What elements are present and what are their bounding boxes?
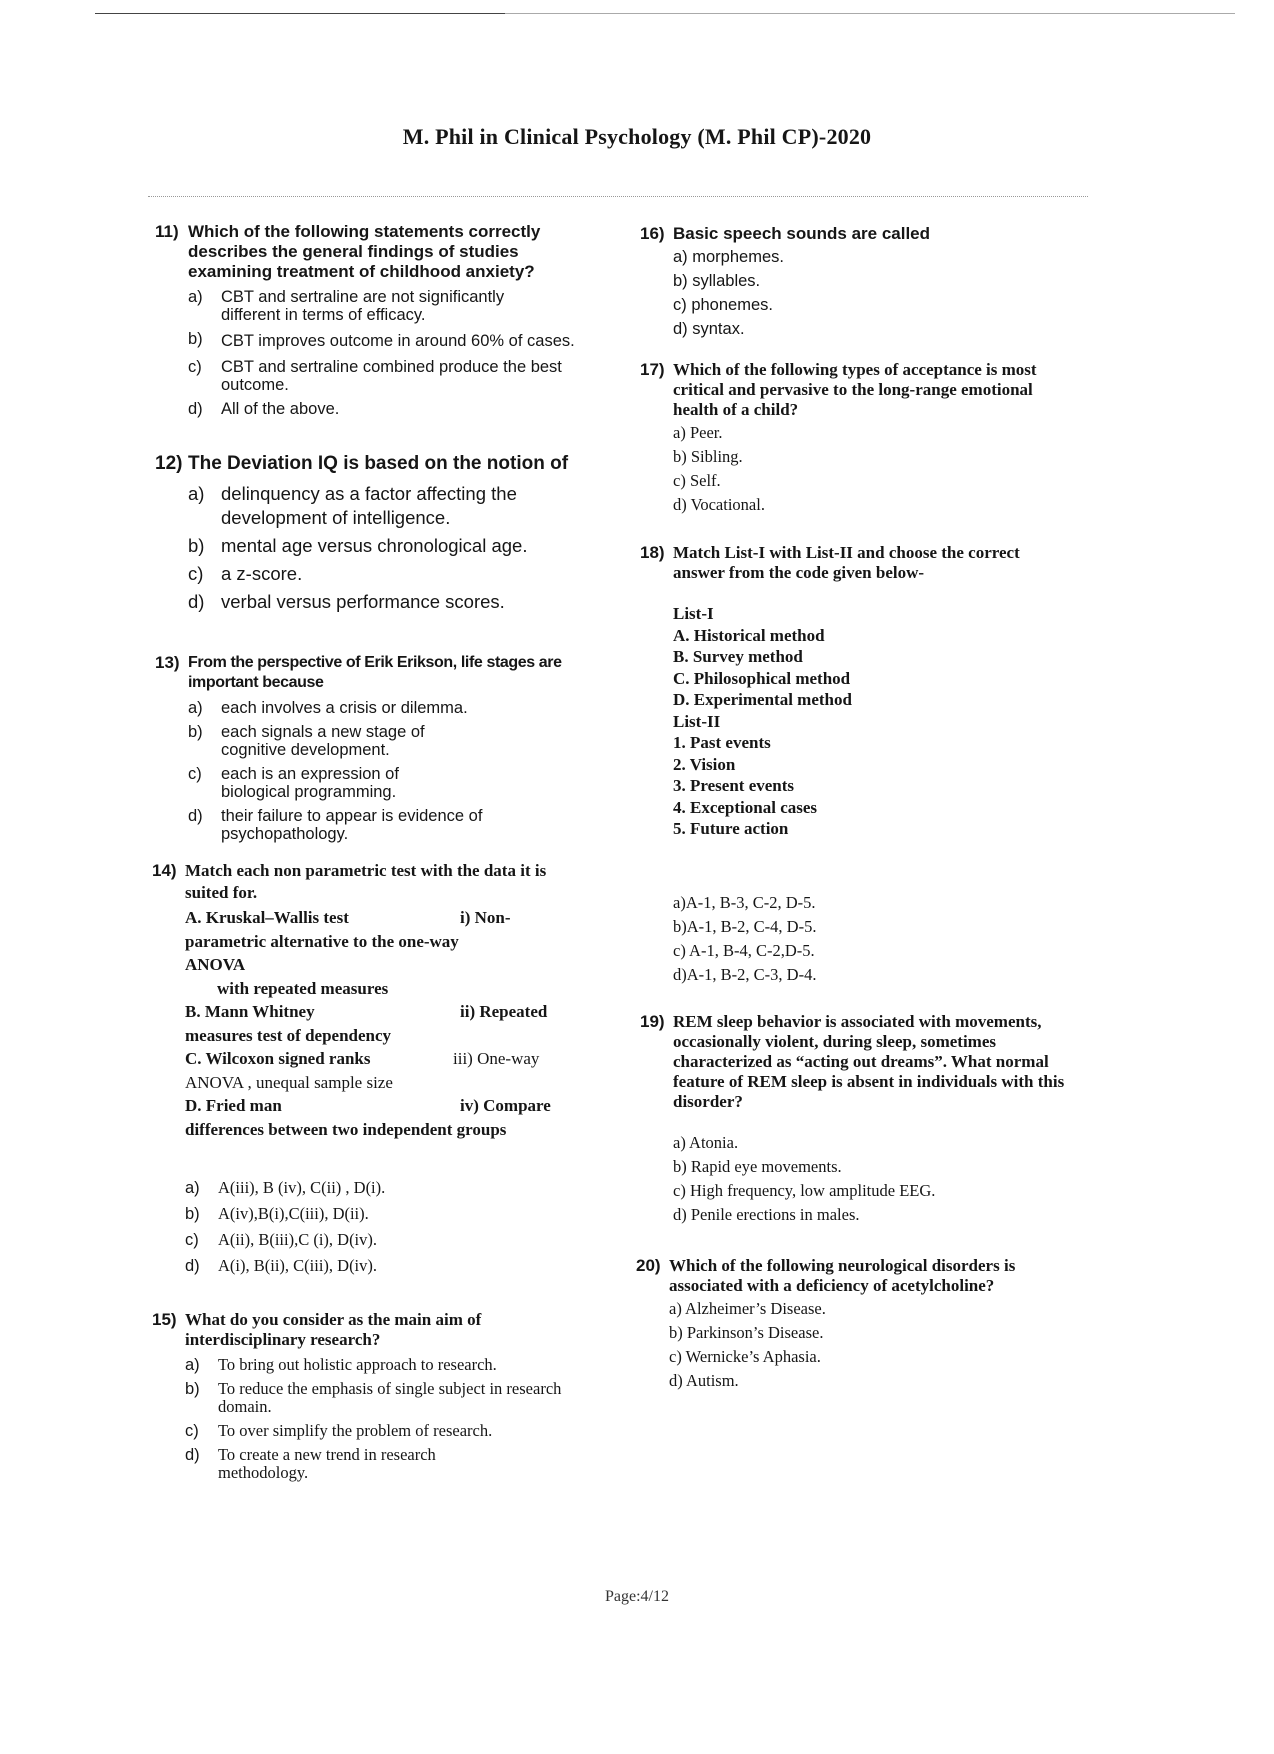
match-right: i) Non- (460, 908, 511, 927)
option-text: c) High frequency, low amplitude EEG. (673, 1181, 936, 1200)
header-divider (148, 196, 1088, 197)
list-1-item: D. Experimental method (673, 690, 852, 709)
option-text: To create a new trend in research methodology. (218, 1445, 436, 1482)
match-right: iii) One-way (453, 1049, 540, 1068)
match-row-a-cont: with repeated measures (217, 978, 389, 998)
option-text: To reduce the emphasis of single subject in research domain. (218, 1379, 562, 1416)
question-number: 15) (152, 1310, 177, 1329)
option-text: b) Parkinson’s Disease. (669, 1323, 824, 1342)
option-c (640, 472, 1100, 490)
option-label: b) (188, 723, 203, 741)
option-text: d) syntax. (673, 320, 745, 338)
option-c (640, 296, 1100, 314)
option-text: a) morphemes. (673, 248, 784, 266)
option-label: a) (185, 1356, 200, 1374)
option-text: CBT and sertraline are not significantly different in terms of efficacy. (221, 288, 505, 324)
question-number: 20) (636, 1256, 661, 1275)
question-number: 14) (152, 861, 177, 880)
option-text: d)A-1, B-2, C-3, D-4. (673, 964, 817, 984)
option-text: a) Peer. (673, 423, 723, 442)
question-number: 18) (640, 543, 665, 562)
option-text: c) Wernicke’s Aphasia. (669, 1347, 821, 1366)
option-list (155, 699, 595, 843)
question-18-stem (640, 543, 1100, 583)
list-1-item: C. Philosophical method (673, 668, 851, 688)
option-list (636, 1300, 1096, 1390)
option-a (636, 1300, 1096, 1318)
match-row-c (185, 1047, 585, 1071)
list-2-item: 5. Future action (673, 819, 789, 838)
option-label: c) (188, 358, 202, 376)
top-rule-left (95, 13, 505, 14)
option-c (155, 358, 595, 394)
option-list (640, 894, 1100, 984)
question-number: 12) (155, 453, 183, 474)
question-16-stem (640, 224, 1100, 244)
option-c (152, 1422, 592, 1440)
question-12-stem (155, 452, 595, 476)
question-13-stem (155, 653, 595, 693)
question-text: The Deviation IQ is based on the notion of (188, 453, 569, 474)
match-table (185, 906, 585, 1141)
list-2-title: List-II (673, 711, 721, 731)
match-lists (673, 603, 1100, 840)
question-text: Which of the following types of acceptance is most critical and pervasive to the long-range emotional health of a child? (673, 360, 1037, 419)
match-row-b (185, 1000, 585, 1024)
option-list (152, 1179, 592, 1275)
question-15-stem (152, 1310, 592, 1350)
option-text: a) Alzheimer’s Disease. (669, 1299, 826, 1318)
option-c (636, 1348, 1096, 1366)
question-12 (155, 452, 595, 618)
option-list (155, 482, 595, 614)
option-c (155, 765, 595, 801)
question-17-stem (640, 360, 1100, 420)
option-text: b) syllables. (673, 272, 761, 290)
match-row-a-cont: ANOVA (185, 955, 246, 974)
option-text: d) Autism. (669, 1371, 739, 1390)
option-a (640, 424, 1100, 442)
match-right: ii) Repeated (460, 1002, 548, 1021)
option-b (152, 1380, 592, 1416)
question-16 (640, 224, 1100, 344)
question-15 (152, 1310, 592, 1488)
list-2-item: 1. Past events (673, 733, 771, 752)
question-text: Match each non parametric test with the data it is suited for. (185, 861, 547, 902)
option-text: b)A-1, B-2, C-4, D-5. (673, 916, 817, 936)
question-14 (152, 860, 592, 1281)
option-text: c) A-1, B-4, C-2,D-5. (673, 940, 815, 960)
question-text: From the perspective of Erik Erikson, life stages are important because (188, 654, 562, 691)
option-b (640, 1158, 1100, 1176)
question-number: 13) (155, 653, 180, 672)
list-1-item: A. Historical method (673, 625, 825, 645)
option-text: To bring out holistic approach to research. (218, 1355, 497, 1374)
option-a (640, 1134, 1100, 1152)
question-13 (155, 653, 595, 849)
question-text: REM sleep behavior is associated with movements, occasionally violent, during sleep, sometimes characterized as “acting out dreams”. What normal feature of REM sleep is absent in individuals with this disorder? (673, 1012, 1065, 1111)
option-label: c) (188, 765, 202, 783)
option-list (640, 424, 1100, 514)
match-left: D. Fried man (185, 1096, 282, 1115)
option-label: c) (185, 1231, 199, 1249)
match-left: B. Mann Whitney (185, 1002, 315, 1021)
question-text: What do you consider as the main aim of interdisciplinary research? (185, 1310, 482, 1349)
match-row-a-cont: parametric alternative to the one-way (185, 931, 459, 951)
option-text: CBT and sertraline combined produce the best outcome. (221, 358, 562, 394)
question-18 (640, 543, 1100, 990)
option-d (155, 590, 595, 614)
option-text: each involves a crisis or dilemma. (221, 699, 468, 717)
option-text: delinquency as a factor affecting the development of intelligence. (221, 483, 517, 528)
option-text: a)A-1, B-3, C-2, D-5. (673, 892, 816, 912)
option-b (155, 330, 595, 352)
option-text: each signals a new stage of cognitive development. (221, 723, 425, 759)
option-c (640, 1182, 1100, 1200)
option-list (152, 1356, 592, 1482)
list-2-item: 2. Vision (673, 754, 736, 774)
option-d (640, 966, 1100, 984)
option-text: b) Sibling. (673, 447, 743, 466)
question-text: Which of the following statements correctly describes the general findings of studies examining treatment of childhood anxiety? (188, 222, 541, 281)
option-label: d) (188, 591, 205, 612)
option-text: verbal versus performance scores. (221, 591, 505, 612)
option-label: b) (188, 535, 205, 556)
option-d (155, 807, 595, 843)
option-c (640, 942, 1100, 960)
option-b (636, 1324, 1096, 1342)
option-a (155, 288, 595, 324)
option-label: a) (188, 288, 203, 306)
option-label: c) (188, 563, 204, 584)
option-d (640, 320, 1100, 338)
match-row-b-cont: measures test of dependency (185, 1025, 392, 1045)
option-label: a) (188, 483, 205, 504)
option-text: A(iii), B (iv), C(ii) , D(i). (218, 1178, 386, 1197)
option-a (640, 248, 1100, 266)
top-rule-right (505, 13, 1235, 14)
list-2-item: 4. Exceptional cases (673, 797, 818, 817)
option-b (155, 723, 595, 759)
option-a (155, 482, 595, 530)
list-2-item: 3. Present events (673, 776, 795, 795)
option-label: d) (188, 400, 203, 418)
option-list (155, 288, 595, 418)
question-11-stem (155, 222, 595, 282)
question-20-stem (636, 1256, 1096, 1296)
option-label: c) (185, 1422, 199, 1440)
question-number: 17) (640, 360, 665, 379)
match-left: A. Kruskal–Wallis test (185, 908, 349, 927)
list-1-title: List-I (673, 604, 714, 623)
question-text: Basic speech sounds are called (673, 224, 931, 243)
option-b (155, 534, 595, 558)
question-number: 16) (640, 224, 665, 243)
option-a (640, 894, 1100, 912)
option-b (640, 918, 1100, 936)
question-14-stem (152, 860, 592, 904)
option-d (636, 1372, 1096, 1390)
option-a (152, 1179, 592, 1197)
option-label: d) (185, 1446, 200, 1464)
question-19-stem (640, 1012, 1100, 1112)
option-d (152, 1257, 592, 1275)
match-right: iv) Compare (460, 1096, 551, 1115)
option-d (152, 1446, 592, 1482)
option-d (640, 1206, 1100, 1224)
match-row-a (185, 906, 585, 930)
question-number: 19) (640, 1012, 665, 1031)
option-text: c) Self. (673, 471, 721, 490)
option-text: mental age versus chronological age. (221, 535, 528, 556)
option-text: A(iv),B(i),C(iii), D(ii). (218, 1204, 369, 1223)
option-label: d) (185, 1257, 200, 1275)
list-1-item: B. Survey method (673, 647, 803, 666)
question-11 (155, 222, 595, 424)
option-label: d) (188, 807, 203, 825)
match-row-d (185, 1094, 585, 1118)
option-text: a z-score. (221, 563, 303, 584)
question-number: 11) (155, 222, 179, 241)
question-17 (640, 360, 1100, 520)
option-text: CBT improves outcome in around 60% of cases. (221, 332, 575, 350)
question-text: Match List-I with List-II and choose the correct answer from the code given below- (673, 543, 1020, 582)
option-b (640, 272, 1100, 290)
option-a (152, 1356, 592, 1374)
option-d (640, 496, 1100, 514)
option-text: d) Penile erections in males. (673, 1205, 860, 1224)
option-b (640, 448, 1100, 466)
option-text: a) Atonia. (673, 1133, 739, 1152)
option-label: a) (185, 1179, 200, 1197)
match-row-d-cont: differences between two independent groups (185, 1119, 507, 1139)
option-text: b) Rapid eye movements. (673, 1157, 842, 1176)
question-19 (640, 1012, 1100, 1230)
option-text: To over simplify the problem of research. (218, 1421, 493, 1440)
option-text: A(ii), B(iii),C (i), D(iv). (218, 1230, 378, 1249)
option-text: All of the above. (221, 400, 340, 418)
option-list (640, 1134, 1100, 1224)
option-text: d) Vocational. (673, 495, 765, 514)
page-title: M. Phil in Clinical Psychology (M. Phil CP)-2020 (402, 124, 872, 149)
option-text: c) phonemes. (673, 296, 773, 314)
match-row-c-cont: ANOVA , unequal sample size (185, 1072, 393, 1092)
option-label: b) (188, 330, 203, 348)
match-left: C. Wilcoxon signed ranks (185, 1049, 371, 1068)
option-label: b) (185, 1205, 200, 1223)
page-number: Page:4/12 (605, 1588, 669, 1605)
question-20 (636, 1256, 1096, 1396)
option-list (640, 248, 1100, 338)
option-label: a) (188, 699, 203, 717)
option-c (155, 562, 595, 586)
option-text: A(i), B(ii), C(iii), D(iv). (218, 1256, 378, 1275)
option-text: each is an expression of biological programming. (221, 765, 399, 801)
option-c (152, 1231, 592, 1249)
option-label: b) (185, 1380, 200, 1398)
option-a (155, 699, 595, 717)
option-d (155, 400, 595, 418)
option-text: their failure to appear is evidence of psychopathology. (221, 807, 483, 843)
option-b (152, 1205, 592, 1223)
question-text: Which of the following neurological disorders is associated with a deficiency of acetylcholine? (669, 1256, 1016, 1295)
